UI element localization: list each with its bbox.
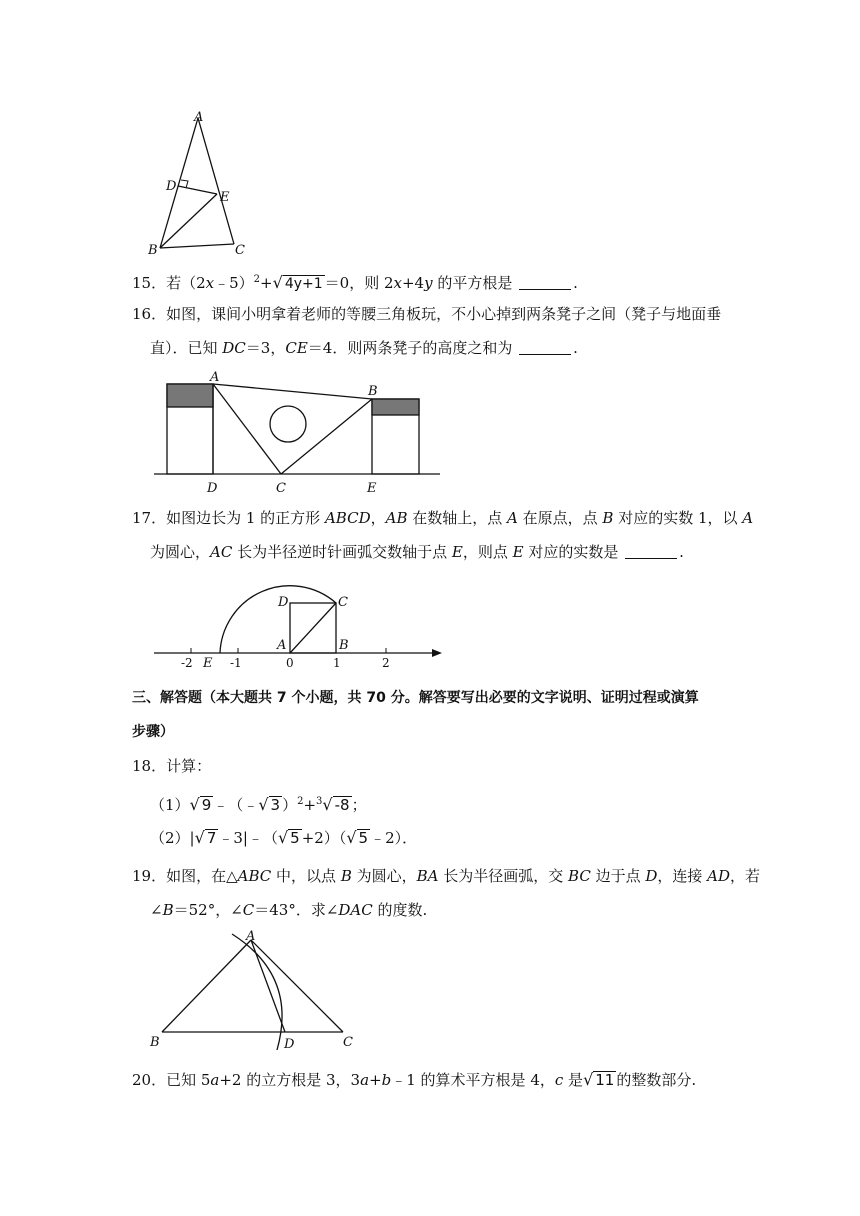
point-C-label: C (235, 243, 245, 258)
point-D-label: D (166, 179, 177, 194)
sqrt-sign: √ (277, 828, 289, 847)
sqrt-sign: √ (272, 273, 283, 292)
q16-text: ＝3， (245, 339, 286, 357)
q20-text: + (369, 1071, 382, 1089)
point-C-label: C (343, 1035, 353, 1050)
q17-text: 在原点，点 (517, 509, 603, 527)
question-18 (132, 754, 732, 778)
point-A-label: A (194, 110, 204, 125)
angle-DAC: DAC (338, 901, 373, 919)
point-C-label: C (338, 595, 348, 610)
point-B: B (602, 509, 614, 527)
q20-text: 是 (563, 1071, 584, 1089)
answer-blank[interactable] (625, 544, 677, 559)
q18-text: 计算： (166, 757, 212, 775)
q18-text: ﹣2）． (370, 829, 418, 847)
tick-label: 2 (382, 656, 390, 670)
q20-text: +2 的立方根是 3，3 (219, 1071, 361, 1089)
exponent: 2 (297, 796, 304, 807)
answer-blank[interactable] (519, 340, 571, 355)
point-A-label: A (277, 638, 287, 653)
q16-text: ＝4．则两条凳子的高度之和为 (307, 339, 518, 357)
var-a: a (210, 1071, 220, 1089)
point-D-label: D (207, 481, 218, 496)
q20-text: 的整数部分. (616, 1071, 697, 1089)
var-c: c (554, 1071, 564, 1089)
point-A: A (507, 509, 518, 527)
sqrt-sign: √ (194, 828, 205, 847)
segment-AB: AB (385, 509, 408, 527)
sqrt-sign: √ (346, 828, 357, 847)
q19-text: ，若 (730, 867, 761, 885)
q15-text: 若（2 (166, 274, 206, 292)
figure-q17 (150, 576, 450, 672)
q15-text: . (573, 274, 578, 292)
q15-text: 的平方根是 (432, 274, 518, 292)
segment-DC: DC (222, 339, 246, 357)
q19-text: ，连接 (657, 867, 708, 885)
segment-AD: AD (707, 867, 731, 885)
q19-text: ＝52°，∠ (173, 901, 243, 919)
figure-q19 (140, 928, 370, 1054)
q19-text: 边于点 (590, 867, 646, 885)
sqrt-sign: √ (258, 795, 269, 814)
q20-text: ﹣1 的算术平方根是 4， (391, 1071, 555, 1089)
q19-text: 长为半径画弧，交 (438, 867, 569, 885)
var-b: b (381, 1071, 392, 1089)
point-A-label: A (246, 929, 256, 944)
point-E: E (512, 543, 524, 561)
tick-label: 0 (286, 656, 294, 670)
point-E-label: E (367, 481, 377, 496)
point-B-label: B (339, 638, 349, 653)
radicand: -8 (334, 796, 350, 814)
segment-BC: BC (568, 867, 591, 885)
sqrt-sign: √ (322, 795, 333, 814)
q18-text: ） (282, 796, 298, 814)
question-19-line1 (132, 864, 761, 888)
var-x: x (393, 274, 402, 292)
question-17-line1 (132, 506, 754, 530)
q15-text: +4 (401, 274, 425, 292)
var-y: y (424, 274, 433, 292)
q17-text: . (679, 543, 684, 561)
triangle-ABC: ABC (237, 867, 272, 885)
figure-q14 (140, 108, 260, 260)
q19-text: 中，以点 (271, 867, 341, 885)
q20-text: 已知 5 (166, 1071, 211, 1089)
square-ABCD: ABCD (324, 509, 371, 527)
q18-text: ﹣3|﹣（ (218, 829, 278, 847)
q18-text: （2）| (150, 829, 195, 847)
q17-text: 为圆心， (150, 543, 211, 561)
point-B: B (340, 867, 352, 885)
q16-text: 如图，课间小明拿着老师的等腰三角板玩，不小心掉到两条凳子之间（凳子与地面垂 (166, 305, 722, 323)
q17-text: 在数轴上，点 (407, 509, 508, 527)
q19-text: ＝43°．求∠ (254, 901, 339, 919)
q17-text: 如图边长为 1 的正方形 (166, 509, 325, 527)
point-B-label: B (368, 384, 378, 399)
question-20 (132, 1068, 732, 1092)
question-number: 16． (132, 305, 167, 323)
var-a: a (360, 1071, 370, 1089)
question-number: 19． (132, 867, 167, 885)
sqrt-sign: √ (189, 795, 200, 814)
sqrt-sign: √ (583, 1070, 594, 1089)
point-E-label: E (220, 190, 230, 205)
q17-text: 对应的实数是 (523, 543, 624, 561)
section-heading-cont: 步骤） (132, 724, 174, 740)
question-19-line2 (150, 898, 750, 922)
q18-text: （1） (150, 796, 190, 814)
cube-root-index: 3 (316, 796, 323, 807)
q15-text: ＝0，则 2 (324, 274, 394, 292)
angle-B: B (162, 901, 174, 919)
tick-label: -1 (230, 656, 242, 670)
segment-AC: AC (210, 543, 233, 561)
question-18-part1 (150, 790, 750, 817)
var-x: x (205, 274, 215, 292)
angle-C: C (242, 901, 255, 919)
answer-blank[interactable] (519, 275, 571, 290)
point-D-label: D (278, 595, 289, 610)
radicand: 3 (270, 796, 281, 814)
q19-text: 为圆心， (351, 867, 417, 885)
q18-text: + (303, 796, 317, 814)
q19-text: ∠ (150, 901, 163, 919)
q15-text: ﹣5） (214, 274, 254, 292)
question-18-part2 (150, 826, 750, 850)
radicand: 11 (595, 1071, 615, 1089)
question-number: 20． (132, 1071, 167, 1089)
q18-text: ； (351, 796, 367, 814)
question-16-line2 (150, 336, 750, 360)
point-E-label: E (203, 656, 213, 671)
radicand: 5 (358, 829, 369, 847)
radicand: 4y+1 (284, 276, 323, 292)
point-B-label: B (150, 1035, 160, 1050)
point-D: D (645, 867, 658, 885)
segment-BA: BA (416, 867, 439, 885)
q18-text: +2）（ (301, 829, 347, 847)
question-number: 17． (132, 509, 167, 527)
radicand: 7 (206, 829, 217, 847)
figure-q16 (150, 368, 450, 498)
point-E: E (451, 543, 463, 561)
point-C-label: C (276, 481, 286, 496)
q17-text: ，则点 (462, 543, 513, 561)
question-number: 18． (132, 757, 167, 775)
question-number: 15． (132, 274, 167, 292)
question-15 (132, 268, 732, 295)
question-17-line2 (150, 540, 750, 564)
point-D-label: D (284, 1037, 295, 1052)
q15-text: + (260, 274, 273, 292)
question-16-line1 (132, 302, 732, 326)
segment-CE: CE (285, 339, 308, 357)
q19-text: 如图，在△ (166, 867, 238, 885)
tick-label: -2 (181, 656, 193, 670)
point-B-label: B (148, 243, 158, 258)
q16-text: 直）．已知 (150, 339, 223, 357)
point-A: A (742, 509, 754, 527)
q16-text: . (573, 339, 578, 357)
radicand: 9 (201, 796, 212, 814)
section-heading: 三、解答题（本大题共 7 个小题，共 70 分。解答要写出必要的文字说明、证明过程或演算 (132, 690, 699, 706)
q17-text: 长为半径逆时针画弧交数轴于点 (232, 543, 452, 561)
radicand: 5 (290, 829, 300, 847)
point-A-label: A (210, 370, 220, 385)
q19-text: 的度数. (372, 901, 428, 919)
exponent: 2 (253, 274, 261, 285)
q17-text: ， (370, 509, 386, 527)
tick-label: 1 (333, 656, 341, 670)
q18-text: ﹣（﹣ (213, 796, 259, 814)
q17-text: 对应的实数 1，以 (613, 509, 743, 527)
